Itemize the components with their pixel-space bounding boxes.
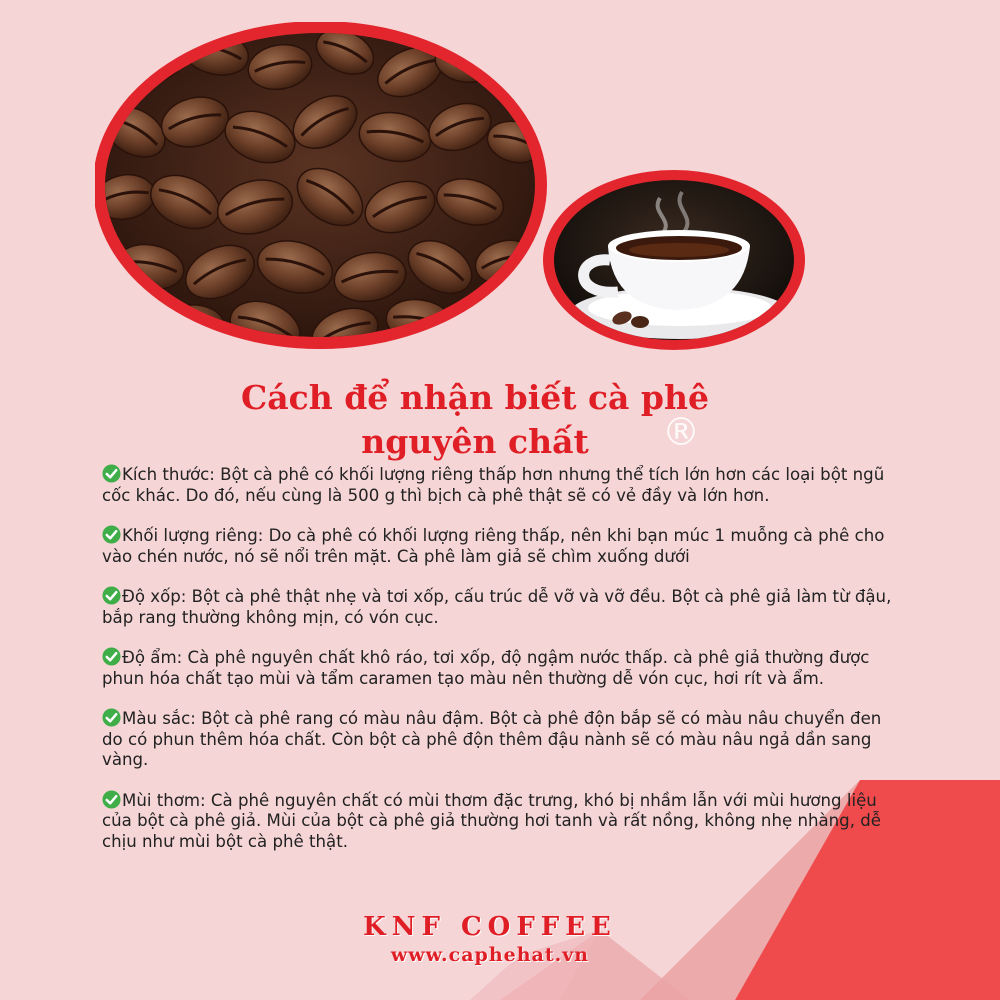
list-item <box>102 708 902 771</box>
list-item-text: Độ ẩm: Cà phê nguyên chất khô ráo, tơi xốp, độ ngậm nước thấp. cà phê giả thường được phun hóa chất tạo mùi và tẩm caramen tạo màu nên thường dễ vón cục, hơi rít và ẩm. <box>102 648 870 688</box>
check-icon <box>102 647 121 666</box>
coffee-cup-photo <box>540 168 810 358</box>
list-item-text: Kích thước: Bột cà phê có khối lượng riêng thấp hơn nhưng thể tích lớn hơn các loại bột ngũ cốc khác. Do đó, nếu cùng là 500 g thì bịch cà phê thật sẽ có vẻ đầy và lớn hơn. <box>102 465 885 505</box>
page-title <box>0 376 950 464</box>
check-icon <box>102 790 121 809</box>
check-icon <box>102 708 121 727</box>
check-icon <box>102 464 121 483</box>
brand-url: www.caphehat.vn <box>390 944 590 966</box>
list-item <box>102 586 902 628</box>
title-line-2: nguyên chất <box>361 422 589 461</box>
list-item-text: Khối lượng riêng: Do cà phê có khối lượng riêng thấp, nên khi bạn múc 1 muỗng cà phê cho vào chén nước, nó sẽ nổi trên mặt. Cà phê làm giả sẽ chìm xuống dưới <box>102 526 885 566</box>
coffee-beans-photo <box>95 22 555 362</box>
list-item <box>102 647 902 689</box>
title-line-1: Cách để nhận biết cà phê <box>241 378 709 417</box>
check-icon <box>102 586 121 605</box>
brand-name: KNF COFFEE <box>363 912 617 942</box>
list-item-text: Màu sắc: Bột cà phê rang có màu nâu đậm. Bột cà phê độn bắp sẽ có màu nâu chuyển đen do có phun thêm hóa chất. Còn bột cà phê độn thêm đậu nành sẽ có màu nâu ngả dần sang vàng. <box>102 709 882 769</box>
list-item <box>102 464 902 506</box>
tips-list <box>102 464 902 871</box>
check-icon <box>102 525 121 544</box>
list-item-text: Độ xốp: Bột cà phê thật nhẹ và tơi xốp, cấu trúc dễ vỡ và vỡ đều. Bột cà phê giả làm từ đậu, bắp rang thường không mịn, có vón cục. <box>102 587 892 627</box>
registered-watermark-icon: ® <box>662 410 700 454</box>
list-item <box>102 525 902 567</box>
list-item-text: Mùi thơm: Cà phê nguyên chất có mùi thơm đặc trưng, khó bị nhầm lẫn với mùi hương liệu của bột cà phê giả. Mùi của bột cà phê giả thường hơi tanh và rất nồng, không nhẹ nhàng, dễ chịu như mùi bột cà phê thật. <box>102 790 881 851</box>
list-item <box>102 790 902 853</box>
